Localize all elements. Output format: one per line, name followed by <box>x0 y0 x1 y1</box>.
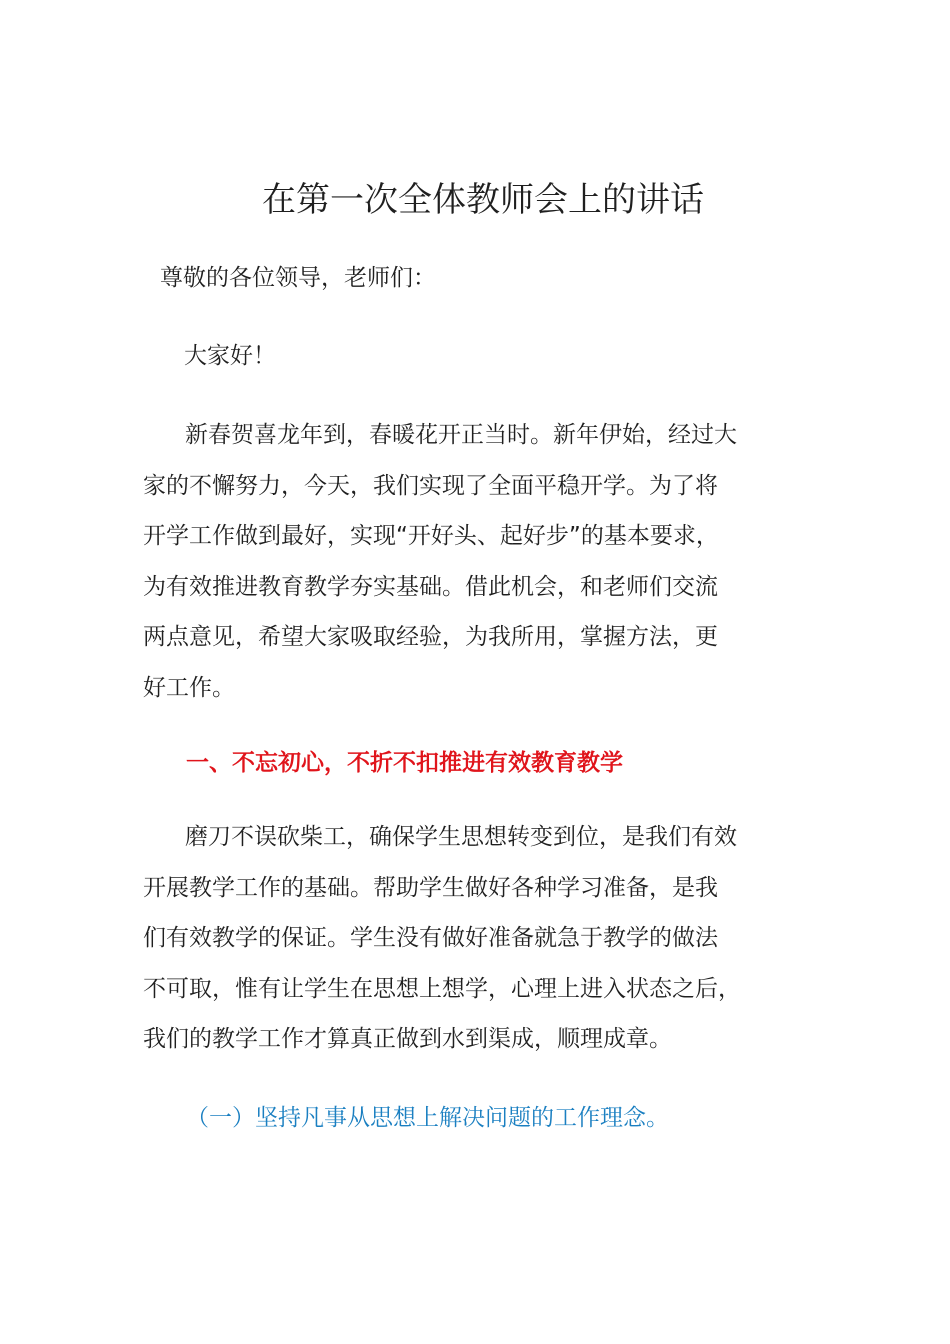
paragraph-line: 家的不懈努力，今天，我们实现了全面平稳开学。为了将 <box>143 472 718 499</box>
salutation: 尊敬的各位领导，老师们： <box>160 265 436 291</box>
paragraph-line: 好工作。 <box>143 674 235 701</box>
paragraph-intro <box>143 410 813 713</box>
greeting: 大家好！ <box>184 343 276 369</box>
paragraph-line: 不可取，惟有让学生在思想上想学，心理上进入状态之后， <box>143 975 741 1002</box>
paragraph-line: 开展教学工作的基础。帮助学生做好各种学习准备，是我 <box>143 874 718 901</box>
paragraph-section1 <box>143 812 813 1065</box>
paragraph-line: 为有效推进教育教学夯实基础。借此机会，和老师们交流 <box>143 573 718 600</box>
document-title: 在第一次全体教师会上的讲话 <box>262 180 704 220</box>
paragraph-line: 两点意见，希望大家吸取经验，为我所用，掌握方法，更 <box>143 624 718 650</box>
subsection-heading: （一）坚持凡事从思想上解决问题的工作理念。 <box>186 1105 669 1131</box>
paragraph-line: 们有效教学的保证。学生没有做好准备就急于教学的做法 <box>143 925 718 951</box>
paragraph-line: 磨刀不误砍柴工，确保学生思想转变到位，是我们有效 <box>185 824 737 850</box>
paragraph-line: 我们的教学工作才算真正做到水到渠成，顺理成章。 <box>143 1026 672 1052</box>
paragraph-line: 开学工作做到最好，实现“开好头、起好步”的基本要求， <box>143 523 719 549</box>
section-heading: 一、不忘初心，不折不扣推进有效教育教学 <box>186 750 623 776</box>
paragraph-line: 新春贺喜龙年到，春暖花开正当时。新年伊始，经过大 <box>185 422 737 448</box>
